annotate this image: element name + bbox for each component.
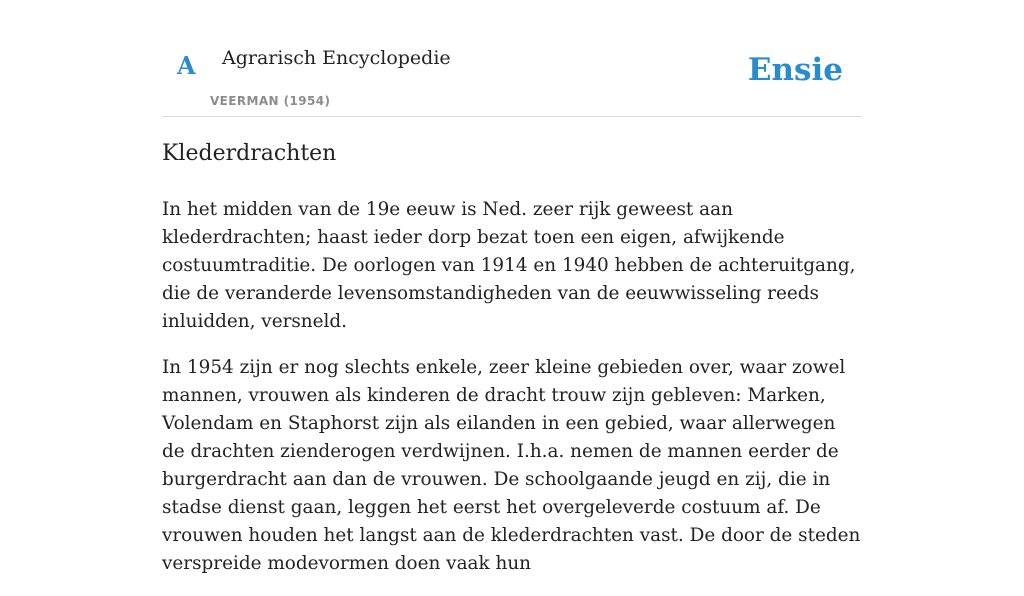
source-title-link[interactable]: Agrarisch Encyclopedie: [222, 47, 451, 69]
encyclopedia-logo[interactable]: A: [177, 51, 196, 80]
ensie-logo[interactable]: Ensie: [747, 52, 843, 88]
article-title: Klederdrachten: [162, 141, 337, 166]
article: [162, 138, 862, 596]
article-paragraph-1: In het midden van de 19e eeuw is Ned. zeer rijk geweest aan klederdrachten; haast ieder dorp bezat toen een eigen, afwijkende costuumtraditie. De oorlogen van 1914 en 1940 hebben de achteruitgang, die de veranderde levensomstandigheden van de eeuwwisseling reeds inluidden, versneld.: [162, 199, 856, 332]
header: [162, 0, 862, 117]
source-author: VEERMAN (1954): [210, 94, 331, 108]
article-paragraph-2: In 1954 zijn er nog slechts enkele, zeer kleine gebieden over, waar zowel mannen, vrouwen als kinderen de dracht trouw zijn gebleven: Marken, Volendam en Staphorst zijn als eilanden in een gebied, waar allerwegen de drachten zienderogen verdwijnen. I.h.a. nemen de mannen eerder de burgerdracht aan dan de vrouwen. De schoolgaande jeugd en zij, die in stadse dienst gaan, leggen het eerst het overgeleverde costuum af. De vrouwen houden het langst aan de klederdrachten vast. De door de steden verspreide modevormen doen vaak hun: [162, 357, 861, 574]
